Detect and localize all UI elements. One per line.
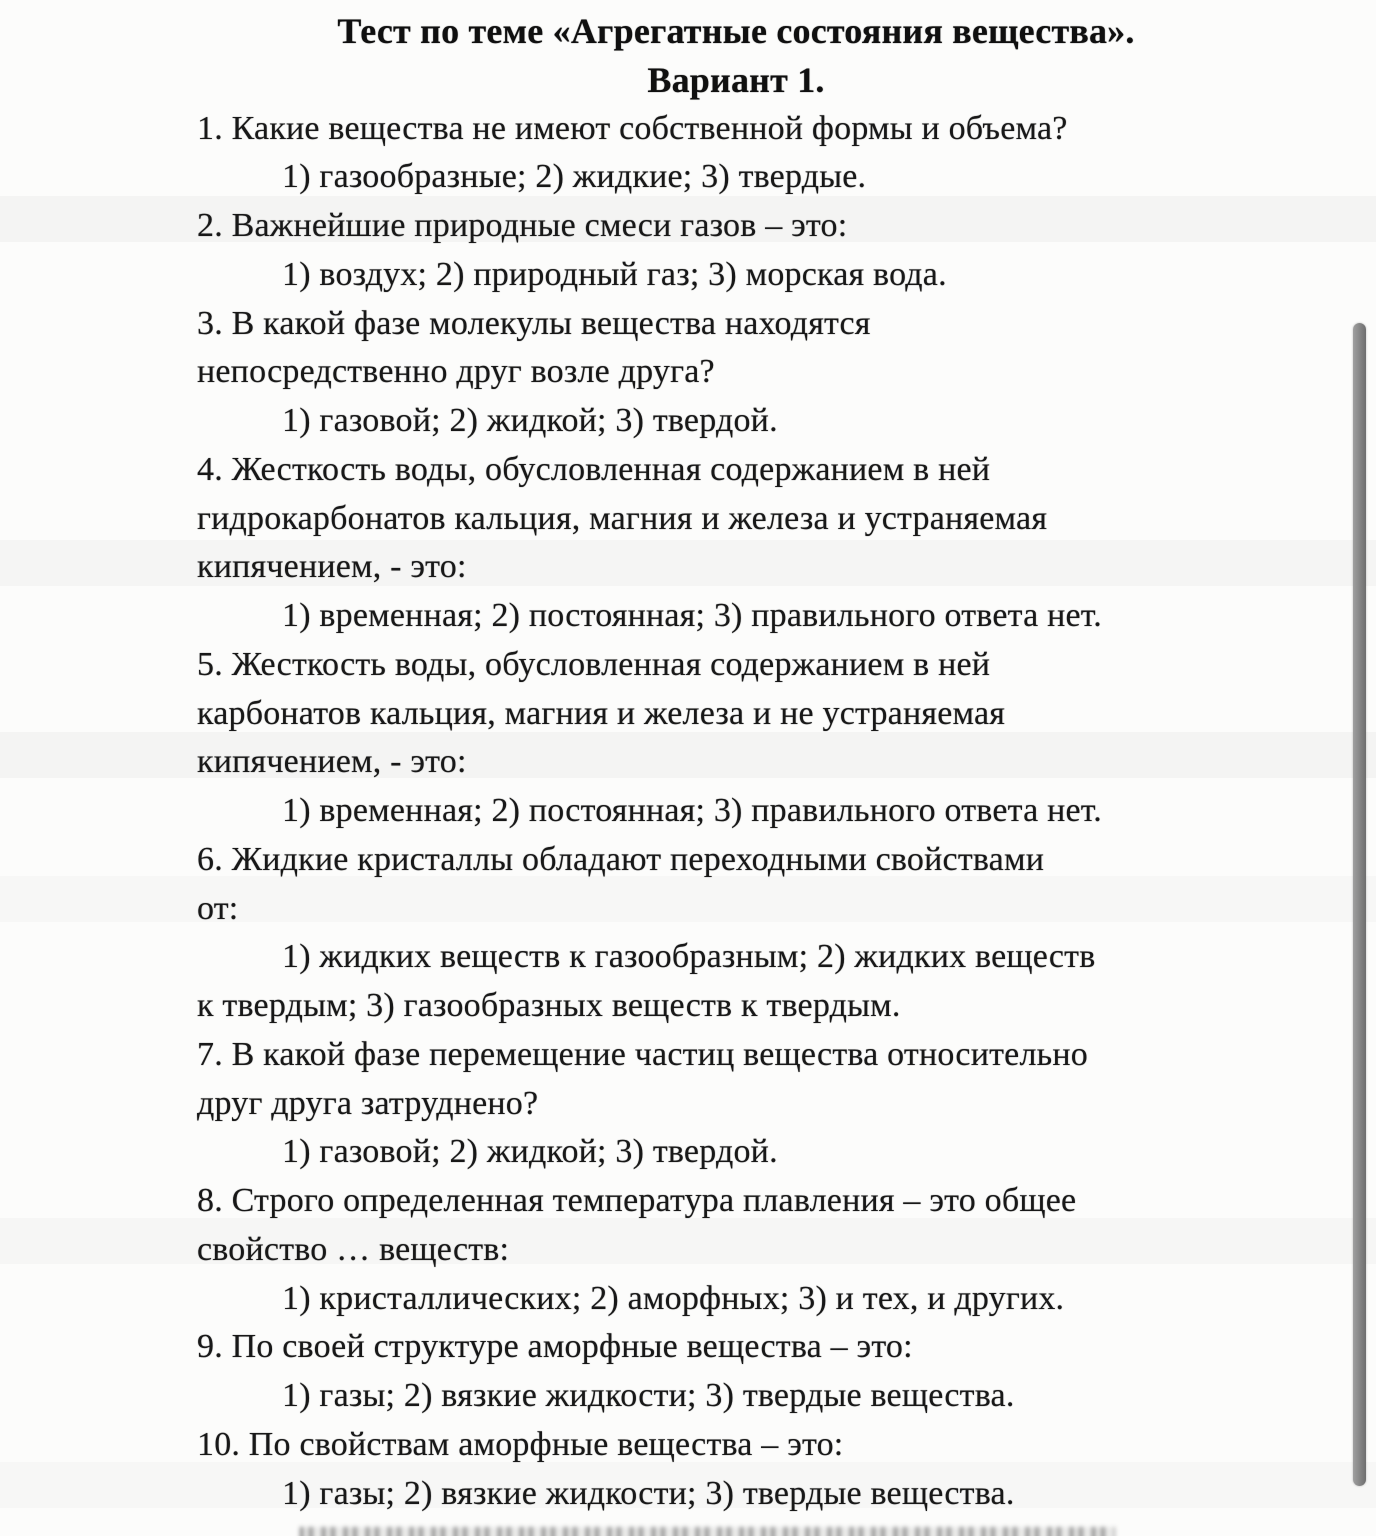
question-line: 4. Жесткость воды, обусловленная содержанием в ней xyxy=(197,450,991,488)
question-line: 3. В какой фазе молекулы вещества находятся xyxy=(197,304,871,342)
question-continuation-line: кипячением, - это: xyxy=(197,548,467,586)
question-continuation-line: гидрокарбонатов кальция, магния и железа и устраняемая xyxy=(197,499,1048,537)
answer-options-continuation-line: к твердым; 3) газообразных веществ к твердым. xyxy=(197,987,901,1024)
answer-options-line: 1) газы; 2) вязкие жидкости; 3) твердые вещества. xyxy=(282,1377,1015,1414)
question-line: 8. Строго определенная температура плавления – это общее xyxy=(197,1182,1077,1219)
question-continuation-line: непосредственно друг возле друга? xyxy=(197,353,715,391)
answer-options-line: 1) газообразные; 2) жидкие; 3) твердые. xyxy=(282,158,867,196)
scrollbar-thumb[interactable] xyxy=(1353,323,1366,1486)
answer-options-line: 1) кристаллических; 2) аморфных; 3) и тех, и других. xyxy=(282,1279,1065,1317)
question-line: 7. В какой фазе перемещение частиц вещества относительно xyxy=(197,1035,1088,1073)
question-continuation-line: карбонатов кальция, магния и железа и не устраняемая xyxy=(197,694,1006,732)
question-line: 1. Какие вещества не имеют собственной формы и объема? xyxy=(197,109,1068,147)
question-continuation-line: свойство … веществ: xyxy=(197,1230,510,1268)
question-continuation-line: кипячением, - это: xyxy=(197,743,467,781)
answer-options-line: 1) временная; 2) постоянная; 3) правильного ответа нет. xyxy=(282,597,1102,634)
answer-options-line: 1) воздух; 2) природный газ; 3) морская вода. xyxy=(282,255,947,293)
question-line: 5. Жесткость воды, обусловленная содержанием в ней xyxy=(197,645,991,683)
test-title: Тест по теме «Агрегатные состояния вещества». xyxy=(337,11,1135,51)
question-line: 2. Важнейшие природные смеси газов – это: xyxy=(197,207,848,244)
question-line: 10. По свойствам аморфные вещества – это: xyxy=(197,1425,844,1463)
question-line: 9. По своей структуре аморфные вещества – это: xyxy=(197,1328,913,1366)
variant-heading: Вариант 1. xyxy=(647,59,825,100)
answer-options-line: 1) временная; 2) постоянная; 3) правильного ответа нет. xyxy=(282,792,1102,829)
answer-options-line: 1) газы; 2) вязкие жидкости; 3) твердые вещества. xyxy=(282,1474,1015,1512)
test-content xyxy=(197,7,1275,1518)
question-continuation-line: от: xyxy=(197,889,239,927)
question-continuation-line: друг друга затруднено? xyxy=(197,1084,539,1122)
question-line: 6. Жидкие кристаллы обладают переходными свойствами xyxy=(197,840,1045,878)
answer-options-line: 1) жидких веществ к газообразным; 2) жидких веществ xyxy=(282,938,1096,976)
answer-options-line: 1) газовой; 2) жидкой; 3) твердой. xyxy=(282,402,778,439)
answer-options-line: 1) газовой; 2) жидкой; 3) твердой. xyxy=(282,1133,778,1171)
cutoff-text-artifact xyxy=(300,1527,1115,1536)
